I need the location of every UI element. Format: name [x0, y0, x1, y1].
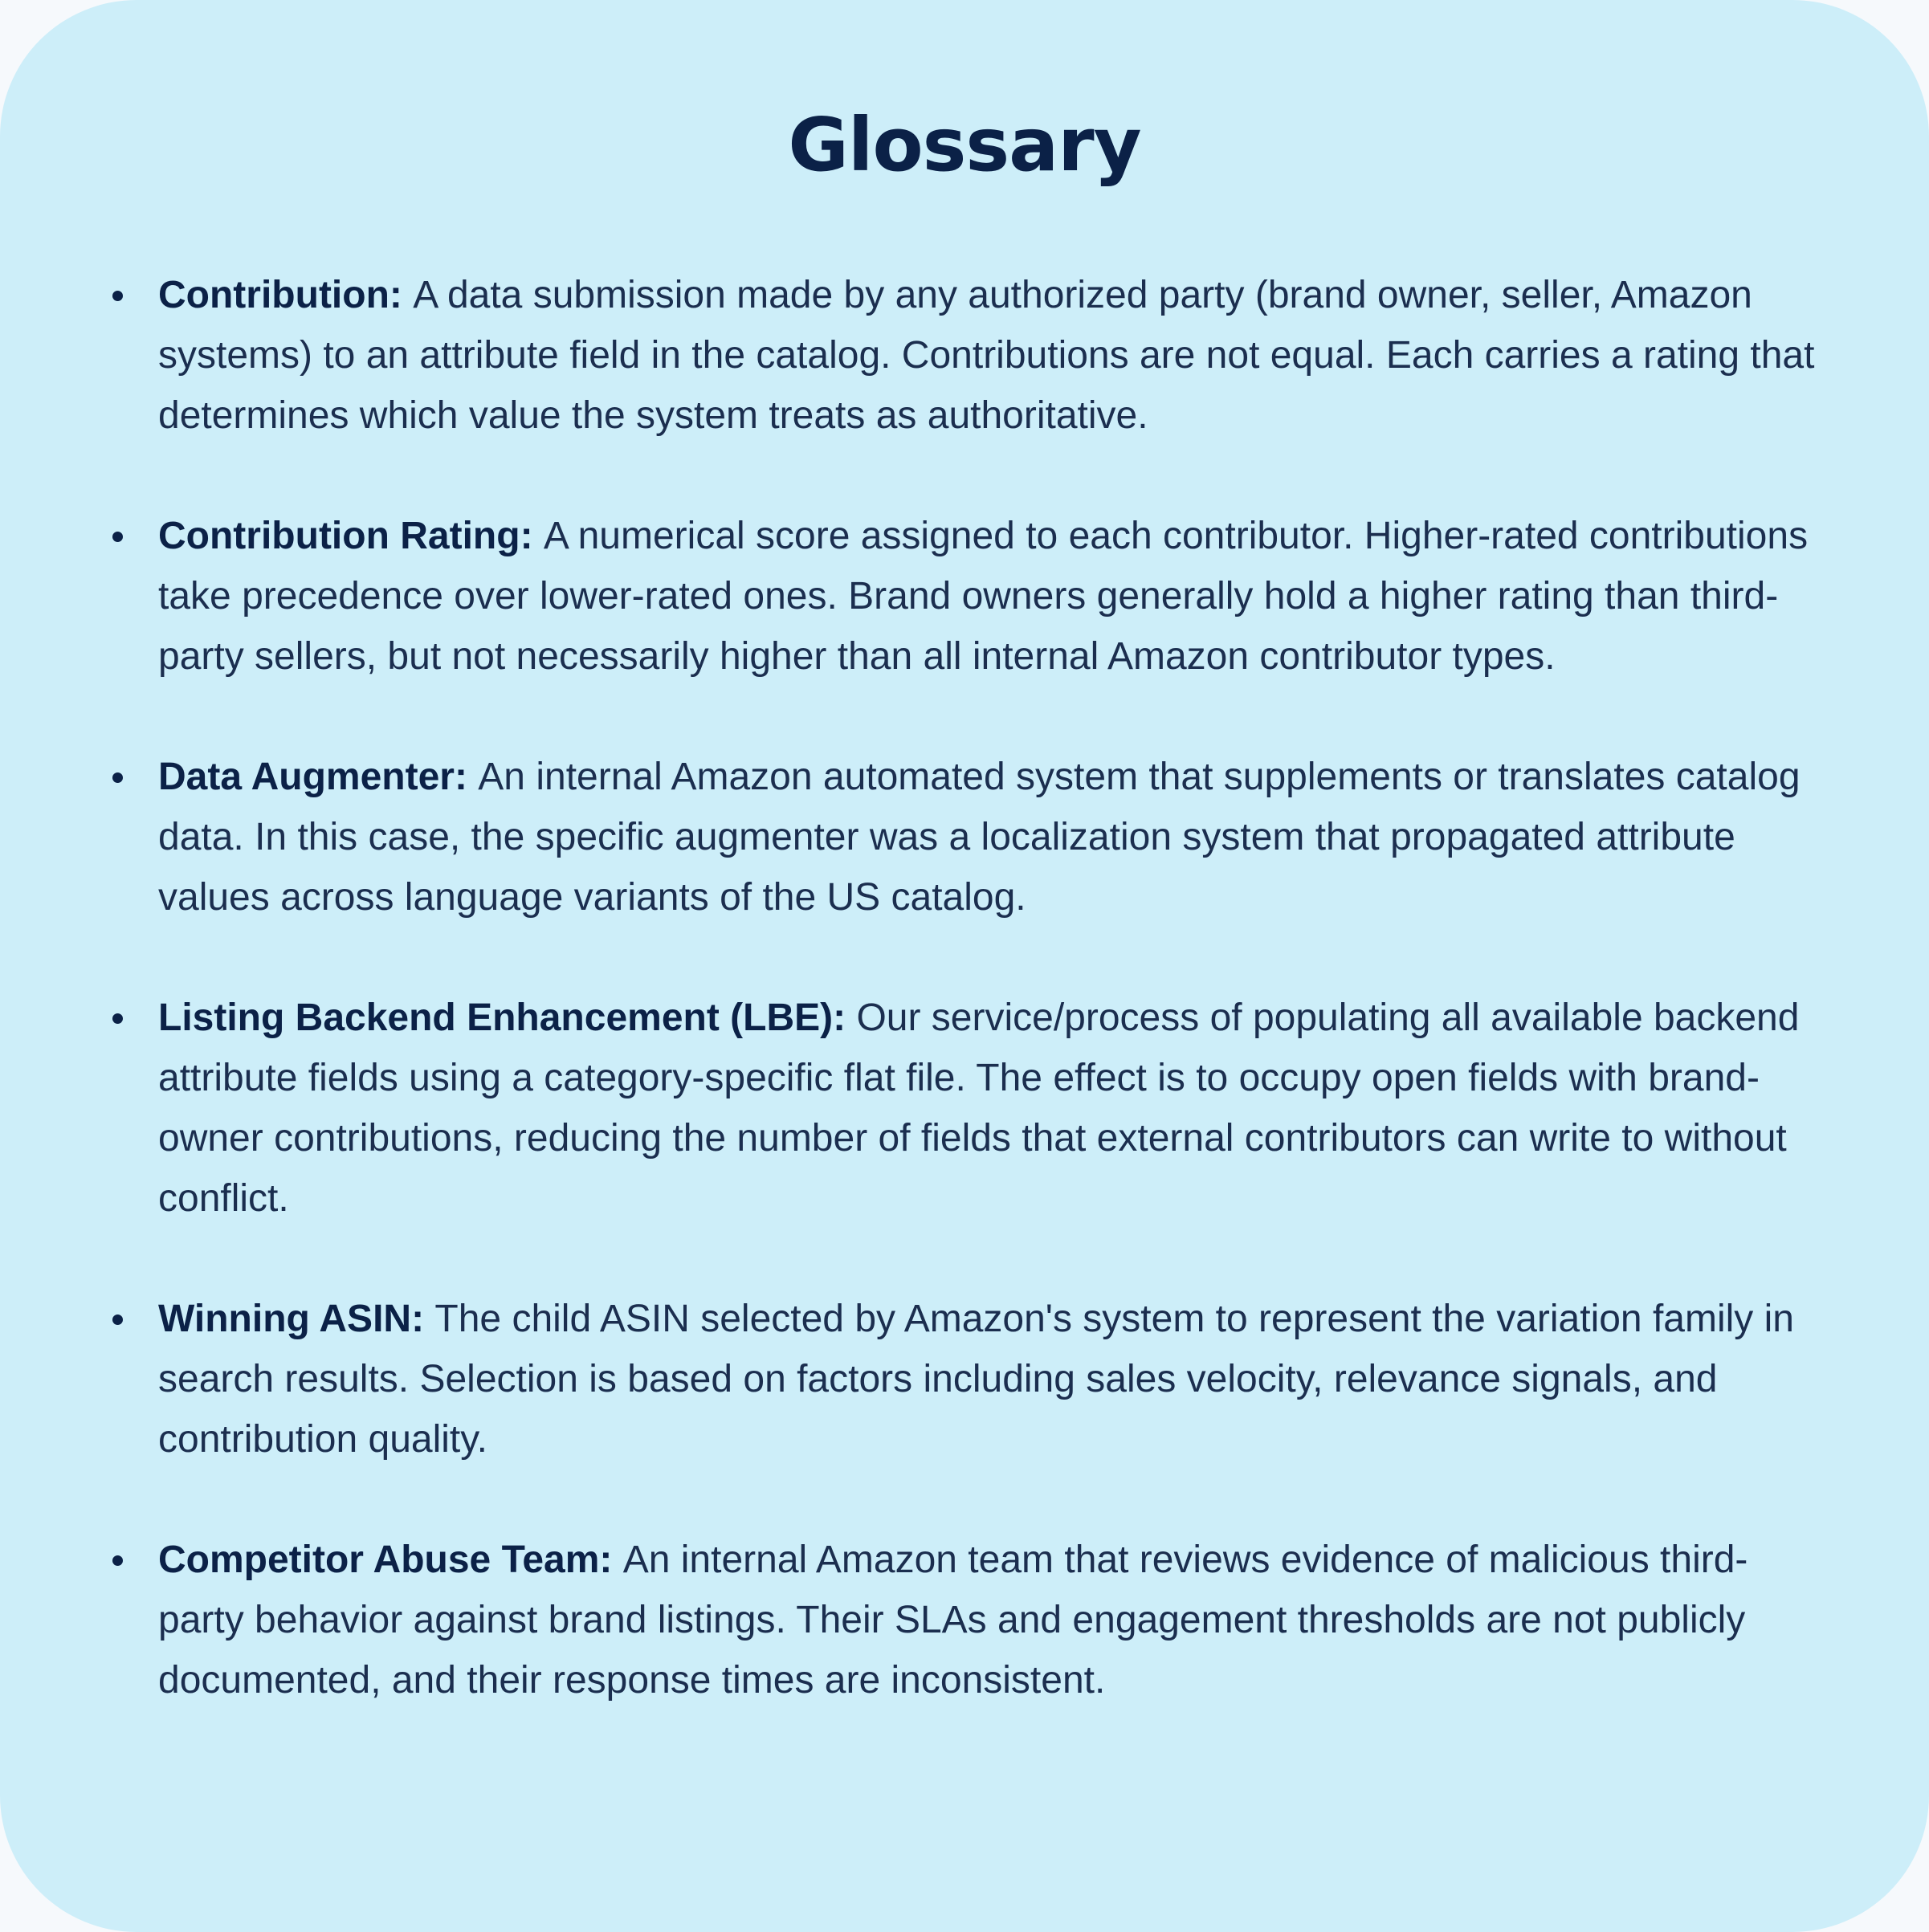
glossary-term: Data Augmenter: [158, 756, 479, 798]
bullet-icon [112, 1555, 123, 1566]
glossary-item-contribution [0, 265, 1929, 446]
bullet-icon [112, 532, 123, 542]
glossary-term: Contribution Rating: [158, 515, 544, 557]
glossary-definition: The child ASIN selected by Amazon's system to represent the variation family in search results. Selection is based on factors including sales velocity, relevance signals, and contribution quality. [158, 1298, 1794, 1461]
glossary-definition: An internal Amazon automated system that supplements or translates catalog data. In this case, the specific augmenter was a localization system that propagated attribute values across language variants of the US catalog. [158, 756, 1801, 919]
glossary-term: Listing Backend Enhancement (LBE): [158, 997, 857, 1039]
glossary-item-contribution-rating [0, 506, 1929, 687]
glossary-term: Winning ASIN: [158, 1298, 435, 1340]
glossary-term: Competitor Abuse Team: [158, 1539, 623, 1581]
bullet-icon [112, 291, 123, 301]
bullet-icon [112, 772, 123, 783]
glossary-definition: A data submission made by any authorized party (brand owner, seller, Amazon systems) to an attribute field in the catalog. Contributions are not equal. Each carries a rating that determines which value the system treats as authoritative. [158, 274, 1815, 437]
bullet-icon [112, 1314, 123, 1325]
glossary-term: Contribution: [158, 274, 414, 316]
glossary-item-competitor-abuse-team [0, 1530, 1929, 1710]
page-title: Glossary [788, 102, 1141, 188]
bullet-icon [112, 1013, 123, 1024]
glossary-definition: Our service/process of populating all available backend attribute fields using a category-specific flat file. The effect is to occupy open fields with brand-owner contributions, reducing the number of fields that external contributors can write to without conflict. [158, 997, 1800, 1220]
glossary-item-data-augmenter [0, 747, 1929, 927]
glossary-item-lbe [0, 988, 1929, 1229]
glossary-item-winning-asin [0, 1289, 1929, 1469]
glossary-definition: An internal Amazon team that reviews evidence of malicious third-party behavior against brand listings. Their SLAs and engagement thresholds are not publicly documented, and their response times are inconsistent. [158, 1539, 1748, 1702]
glossary-definition: A numerical score assigned to each contributor. Higher-rated contributions take precedence over lower-rated ones. Brand owners generally hold a higher rating than third-party sellers, but not necessarily higher than all internal Amazon contributor types. [158, 515, 1809, 678]
glossary-list [0, 265, 1929, 1771]
